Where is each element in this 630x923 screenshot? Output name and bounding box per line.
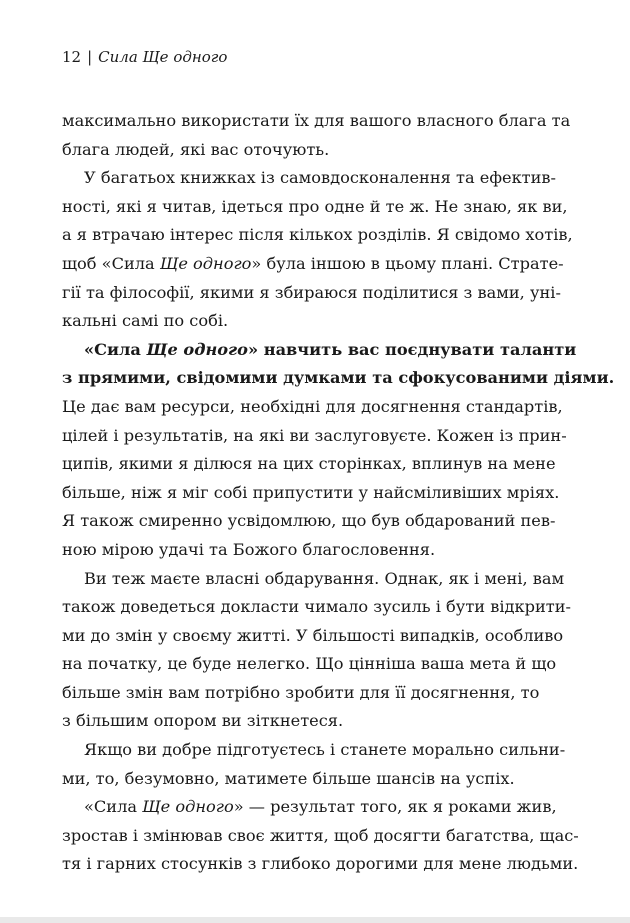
text-line: ності, які я читав, ідеться про одне й те ж. Не знаю, як ви, <box>62 196 568 216</box>
text-line: Це дає вам ресурси, необхідні для досягнення стандартів, <box>62 396 563 416</box>
text-line: цілей і результатів, на які ви заслуговуєте. Кожен із прин- <box>62 425 567 445</box>
title-phrase-italic: Ще одного <box>146 339 248 359</box>
text-line: з більшим опором ви зіткнетеся. <box>62 711 344 731</box>
text-line: Якщо ви добре підготуєтесь і станете морально сильни- <box>84 740 566 760</box>
text-line: а я втрачаю інтерес після кількох розділів. Я свідомо хотів, <box>62 225 573 245</box>
text-line: гії та філософії, якими я збираюся поділитися з вами, уні- <box>62 282 561 302</box>
paragraph <box>62 736 566 793</box>
text-line: ною мірою удачі та Божого благословення. <box>62 539 436 559</box>
page-bottom-edge <box>0 917 630 923</box>
text-line: також доведеться докласти чимало зусиль і бути відкрити- <box>62 597 571 617</box>
page-number: 12 <box>62 48 82 66</box>
text-line: більше, ніж я міг собі припустити у найсміливіших мріях. <box>62 482 560 502</box>
paragraph <box>62 565 571 737</box>
text-line: ми до змін у своєму житті. У більшості випадків, особливо <box>62 625 564 645</box>
text-line: ципів, якими я ділюся на цих сторінках, вплинув на мене <box>62 454 556 474</box>
running-header <box>62 47 227 67</box>
header-separator: | <box>87 48 93 66</box>
paragraph <box>62 164 573 336</box>
paragraph <box>62 107 571 164</box>
text-line: У багатьох книжках із самовдосконалення та ефектив- <box>84 168 557 188</box>
text-line: «Сила Ще одного» — результат того, як я роками жив, <box>84 797 557 817</box>
title-phrase-italic: Ще одного <box>159 253 252 273</box>
paragraph-bold-lead <box>62 336 615 565</box>
text-line: максимально використати їх для вашого власного блага та <box>62 111 571 130</box>
book-title: Сила Ще одного <box>98 48 228 66</box>
text-line: Ви теж маєте власні обдарування. Однак, як і мені, вам <box>84 568 565 588</box>
text-line: блага людей, які вас оточують. <box>62 139 330 159</box>
text-line-bold: «Сила Ще одного» навчить вас поєднувати таланти <box>84 339 577 359</box>
text-line: тя і гарних стосунків з глибоко дорогими для мене людьми. <box>62 854 579 874</box>
paragraph <box>62 793 579 879</box>
text-line: кальні самі по собі. <box>62 311 229 331</box>
text-line: більше змін вам потрібно зробити для її досягнення, то <box>62 682 540 702</box>
text-line-bold: з прямими, свідомими думками та сфокусованими діями. <box>62 368 615 388</box>
text-line: на початку, це буде нелегко. Що цінніша ваша мета й що <box>62 654 557 674</box>
text-line: Я також смиренно усвідомлюю, що був обдарований пев- <box>62 511 556 531</box>
text-line: щоб «Сила Ще одного» була іншою в цьому плані. Страте- <box>62 253 564 273</box>
text-line: ми, то, безумовно, матимете більше шансів на успіх. <box>62 768 515 788</box>
title-phrase-italic: Ще одного <box>142 797 234 817</box>
text-line: зростав і змінював своє життя, щоб досягти багатства, щас- <box>62 825 579 845</box>
body-text <box>62 107 615 879</box>
